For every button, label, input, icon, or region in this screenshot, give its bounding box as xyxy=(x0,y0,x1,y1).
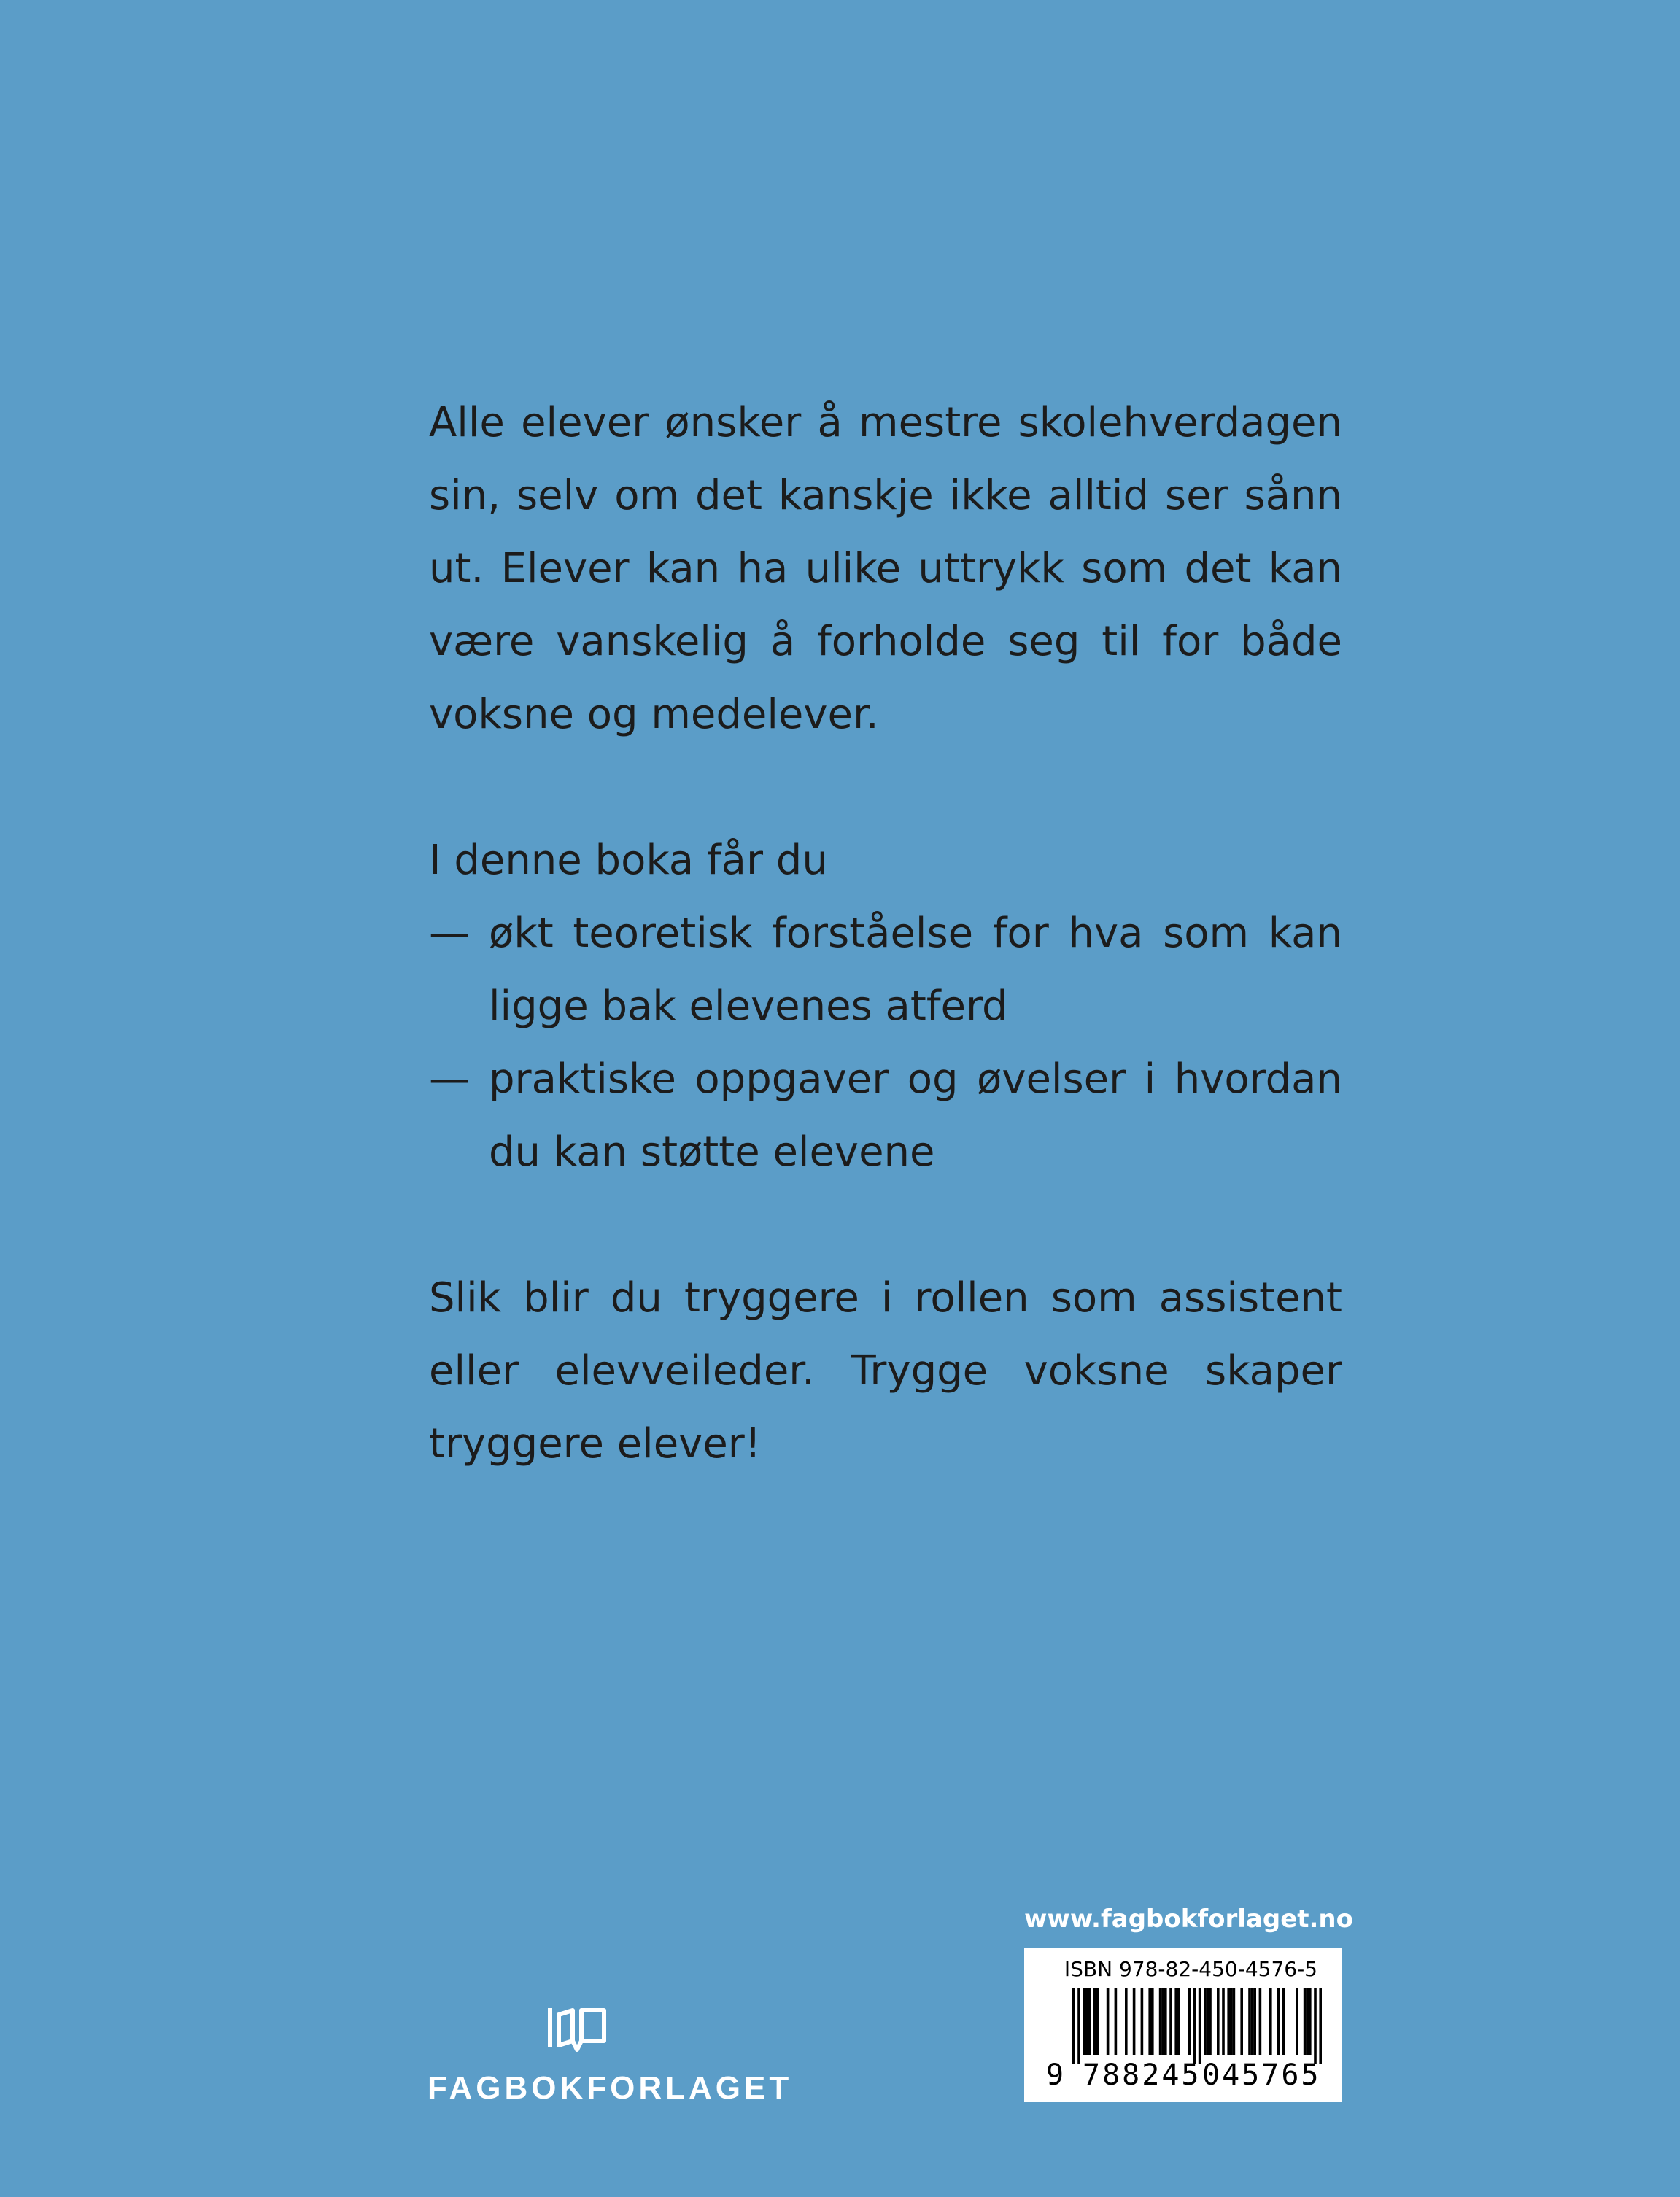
barcode-bar xyxy=(1083,1988,1085,2055)
dash-marker: — xyxy=(429,1055,470,1103)
barcode-bar xyxy=(1319,1988,1322,2064)
barcode-bar xyxy=(1277,1988,1280,2055)
blurb-bullet-list xyxy=(429,897,1342,1189)
barcode-digits-right: 045765 xyxy=(1202,2058,1321,2092)
publisher-url[interactable]: www.fagbokforlaget.no xyxy=(1024,1905,1353,1934)
publisher-name: FAGBOKFORLAGET xyxy=(427,2070,793,2106)
barcode-bar xyxy=(1217,1988,1220,2055)
barcode-bar xyxy=(1141,1988,1144,2055)
list-item xyxy=(429,1043,1342,1189)
barcode-bar xyxy=(1096,1988,1099,2055)
barcode-bar xyxy=(1093,1988,1096,2055)
barcode-bar xyxy=(1133,1988,1136,2055)
barcode-bar xyxy=(1309,1988,1312,2055)
barcode-bar xyxy=(1209,1988,1212,2055)
barcode-bar xyxy=(1230,1988,1233,2055)
barcode-bar xyxy=(1269,1988,1272,2055)
barcode-bar xyxy=(1193,1988,1196,2064)
barcode-bar xyxy=(1251,1988,1254,2055)
barcode-bar xyxy=(1151,1988,1154,2055)
barcode-bar xyxy=(1177,1988,1180,2055)
list-item xyxy=(429,897,1342,1043)
barcode-bar xyxy=(1148,1988,1151,2055)
isbn-label: ISBN 978-82-450-4576-5 xyxy=(1064,1957,1317,1981)
barcode-bar xyxy=(1233,1988,1236,2055)
barcode-bar xyxy=(1174,1988,1177,2055)
barcode-bar xyxy=(1259,1988,1262,2055)
open-book-logo-icon xyxy=(546,2007,608,2053)
isbn-barcode xyxy=(1024,1948,1342,2102)
barcode-bar xyxy=(1227,1988,1230,2055)
list-item-text: økt teoretisk forståelse for hva som kan ligge bak elevenes atferd xyxy=(489,910,1342,1030)
barcode-bar xyxy=(1072,1988,1075,2064)
barcode-bar xyxy=(1306,1988,1309,2055)
barcode-bar xyxy=(1314,1988,1317,2064)
barcode-bar xyxy=(1248,1988,1251,2055)
barcode-bar xyxy=(1125,1988,1128,2055)
barcode-bar xyxy=(1159,1988,1162,2055)
dash-marker: — xyxy=(429,910,470,957)
barcode-bar xyxy=(1282,1988,1285,2055)
blurb-paragraph-3: Slik blir du tryggere i rollen som assistent eller elevveileder. Trygge voksne skaper tryggere elever! xyxy=(429,1274,1342,1468)
blurb-paragraph-1: Alle elever ønsker å mestre skolehverdagen sin, selv om det kanskje ikke alltid ser sånn ut. Elever kan ha ulike uttrykk som det kan være vanskelig å forholde seg til for både voksne og medelever. xyxy=(429,399,1342,738)
barcode-bar xyxy=(1207,1988,1209,2055)
barcode-bar xyxy=(1169,1988,1172,2055)
barcode-bar xyxy=(1222,1988,1225,2055)
barcode-bar xyxy=(1253,1988,1256,2055)
barcode-digits-left: 788245 xyxy=(1083,2058,1201,2092)
barcode-bar xyxy=(1164,1988,1167,2055)
barcode-digit-first: 9 xyxy=(1046,2058,1064,2092)
barcode-bar xyxy=(1296,1988,1298,2055)
barcode-bar xyxy=(1107,1988,1110,2055)
publisher-logo xyxy=(427,2007,793,2107)
barcode-bars xyxy=(1072,1988,1322,2064)
barcode-bar xyxy=(1204,1988,1207,2055)
blurb-list-intro: I denne boka får du xyxy=(429,837,828,884)
barcode-bar xyxy=(1304,1988,1307,2055)
barcode-bar xyxy=(1240,1988,1243,2055)
barcode-bar xyxy=(1161,1988,1164,2055)
back-cover-text xyxy=(429,387,1342,1481)
list-item-text: praktiske oppgaver og øvelser i hvordan du kan støtte elevene xyxy=(489,1055,1342,1176)
barcode-bar xyxy=(1115,1988,1118,2055)
barcode-bar xyxy=(1077,1988,1080,2064)
barcode-bar xyxy=(1199,1988,1201,2064)
barcode-bar xyxy=(1085,1988,1088,2055)
barcode-bar xyxy=(1088,1988,1091,2055)
barcode-bar xyxy=(1188,1988,1191,2055)
blurb-list-section xyxy=(429,824,1342,1189)
